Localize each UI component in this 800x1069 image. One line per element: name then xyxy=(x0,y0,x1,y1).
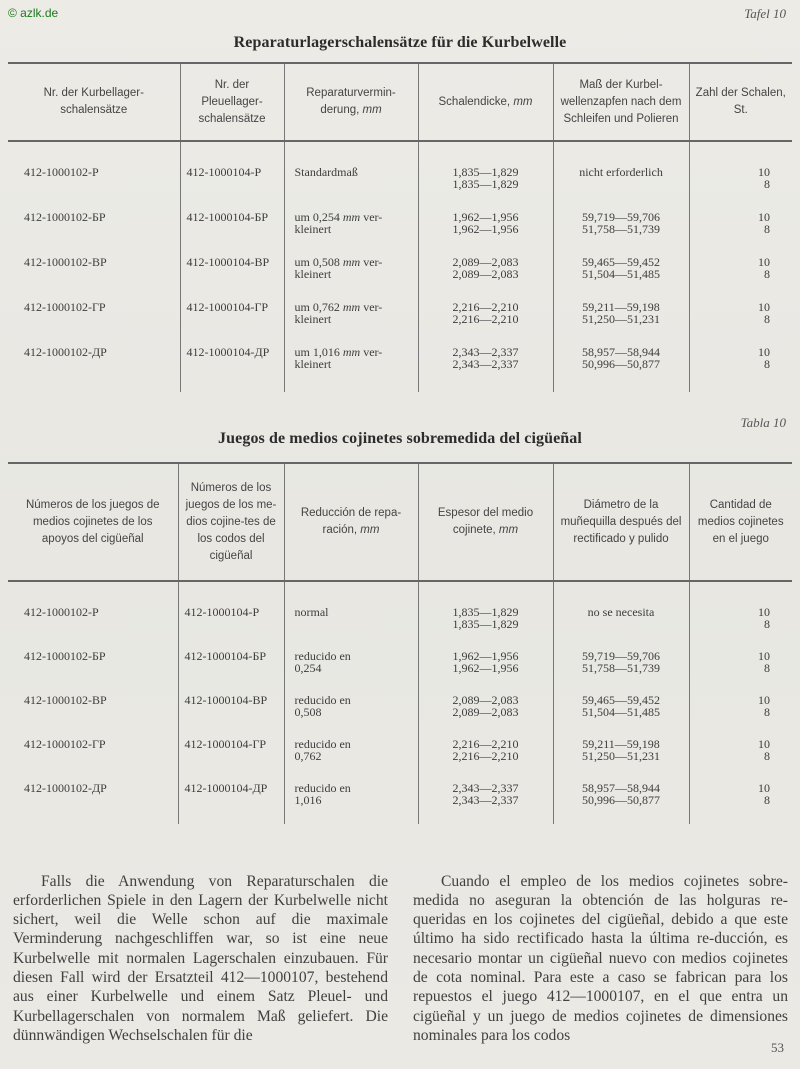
crank-set-number: 412-1000102-ГР xyxy=(8,280,180,325)
reduction-value: normal xyxy=(294,605,329,619)
thickness-cell xyxy=(418,581,553,630)
reduction-value: reducido en xyxy=(294,693,351,707)
count-value: 10 xyxy=(758,737,770,751)
count-value: 8 xyxy=(764,705,770,719)
count-cell xyxy=(689,674,792,718)
count-value: 10 xyxy=(758,165,770,179)
crank-set-number: 412-1000102-БР xyxy=(8,190,180,235)
count-value: 8 xyxy=(764,312,770,326)
table1 xyxy=(8,62,792,392)
thickness-cell xyxy=(418,630,553,674)
thickness-value: 1,962—1,956 xyxy=(452,222,519,236)
unit-mm: mm xyxy=(342,210,361,224)
count-value: 8 xyxy=(764,617,770,631)
table1-label: Tafel 10 xyxy=(744,6,786,21)
thickness-value: 1,835—1,829 xyxy=(452,177,519,191)
crank-set-number: 412-1000102-ВР xyxy=(8,235,180,280)
thickness-value: 1,962—1,956 xyxy=(452,210,519,224)
reduction-value: um 0,762 mm ver- xyxy=(294,300,383,314)
reduction-value: reducido en xyxy=(294,737,351,751)
journal-cell xyxy=(553,325,689,370)
rod-set-number: 412-1000104-ГР xyxy=(180,280,284,325)
reduction-value-line2: kleinert xyxy=(294,312,332,326)
count-value: 8 xyxy=(764,267,770,281)
rod-set-number: 412-1000104-БР xyxy=(178,630,284,674)
reduction-value-line2: kleinert xyxy=(294,267,332,281)
table1-bottom-spacer xyxy=(8,370,792,392)
thickness-cell xyxy=(418,280,553,325)
table1-body xyxy=(8,141,792,392)
table1-header-row xyxy=(8,63,792,141)
table-row xyxy=(8,141,792,190)
rod-set-number: 412-1000104-ДР xyxy=(180,325,284,370)
thickness-value: 2,089—2,083 xyxy=(452,705,519,719)
reduction-cell xyxy=(284,141,418,190)
journal-value: 59,465—59,452 xyxy=(582,693,660,707)
paragraph-german: Falls die Anwendung von Reparaturschalen die erforderlichen Spiele in den Lagern der Kurbelwelle nicht sichert, weil die Welle schon auf die maximale Verminderung nachgeschliffen war, so ist eine neue Kurbelwelle mit normalen Lagerschalen einzubauen. Für diesen Fall wird der Ersatzteil 412—1000107, bestehend aus einer Kurbelwelle und einem Satz Pleuel- und Kurbellagerschalen von normalem Maß geliefert. Die dünnwändigen Wechselschalen für die xyxy=(13,872,388,1044)
thickness-cell xyxy=(418,190,553,235)
journal-value: 51,250—51,231 xyxy=(582,749,660,763)
count-cell xyxy=(689,718,792,762)
count-cell xyxy=(689,235,792,280)
table2-header-main-bearing-sets: Números de los juegos de medios cojinetes de los apoyos del cigüeñal xyxy=(8,463,178,581)
thickness-cell xyxy=(418,325,553,370)
count-cell xyxy=(689,280,792,325)
table2-header-journal-diameter: Diámetro de la muñequilla después del rectificado y pulido xyxy=(553,463,689,581)
paragraph-spanish: Cuando el empleo de los medios cojinetes sobre-medida no aseguran la obtención de las holguras re-queridas en los cojinetes del cigüeñal, debido a que este último ha sido rectificado hasta la última re-ducción, es necesario montar un cigüeñal nuevo con medios cojinetes de cota nominal. Para este a caso se fabrican para los repuestos el juego 412—1000107, en el que entra un cigüeñal y un juego de medios cojinetes de dimensiones nominales para los codos xyxy=(413,872,788,1044)
journal-value: 59,465—59,452 xyxy=(582,255,660,269)
reduction-value: reducido en xyxy=(294,781,351,795)
count-value: 8 xyxy=(764,793,770,807)
table2-body xyxy=(8,581,792,824)
journal-value: 50,996—50,877 xyxy=(582,357,660,371)
thickness-value: 1,962—1,956 xyxy=(452,661,519,675)
unit-mm: mm xyxy=(342,300,361,314)
thickness-value: 2,089—2,083 xyxy=(452,255,519,269)
journal-value: 51,504—51,485 xyxy=(582,705,660,719)
thickness-cell xyxy=(418,674,553,718)
table1-header-reduction: Reparaturvermin-derung, mm xyxy=(284,63,418,141)
thickness-value: 2,343—2,337 xyxy=(452,357,519,371)
table1-header-crank-set: Nr. der Kurbellager-schalensätze xyxy=(8,63,180,141)
reduction-cell xyxy=(284,235,418,280)
thickness-value: 1,835—1,829 xyxy=(452,605,519,619)
reduction-cell xyxy=(284,581,418,630)
table-row xyxy=(8,581,792,630)
journal-cell xyxy=(553,674,689,718)
thickness-value: 2,216—2,210 xyxy=(452,312,519,326)
count-value: 10 xyxy=(758,255,770,269)
reduction-value: reducido en xyxy=(294,649,351,663)
table2-header-row xyxy=(8,463,792,581)
reduction-cell xyxy=(284,630,418,674)
table1-title: Reparaturlagerschalensätze für die Kurbelwelle xyxy=(233,34,567,51)
count-cell xyxy=(689,325,792,370)
count-value: 8 xyxy=(764,661,770,675)
thickness-value: 1,835—1,829 xyxy=(452,165,519,179)
table-row xyxy=(8,280,792,325)
crank-set-number: 412-1000102-ДР xyxy=(8,762,178,806)
journal-cell xyxy=(553,141,689,190)
thickness-value: 2,343—2,337 xyxy=(452,781,519,795)
reduction-value-line2: kleinert xyxy=(294,357,332,371)
thickness-value: 1,962—1,956 xyxy=(452,649,519,663)
count-cell xyxy=(689,141,792,190)
watermark: © azlk.de xyxy=(8,6,59,20)
rod-set-number: 412-1000104-Р xyxy=(180,141,284,190)
journal-value: 51,758—51,739 xyxy=(582,661,660,675)
reduction-value: um 0,508 mm ver- xyxy=(294,255,383,269)
reduction-value-line2: 1,016 xyxy=(294,793,322,807)
crank-set-number: 412-1000102-ДР xyxy=(8,325,180,370)
journal-value: 59,211—59,198 xyxy=(582,737,660,751)
table2-bottom-spacer xyxy=(8,806,792,824)
table2-header-reduction: Reducción de repa-ración, mm xyxy=(284,463,418,581)
reduction-cell xyxy=(284,718,418,762)
count-value: 10 xyxy=(758,210,770,224)
journal-value: no se necesita xyxy=(587,605,655,619)
thickness-value: 1,835—1,829 xyxy=(452,617,519,631)
count-cell xyxy=(689,630,792,674)
reduction-cell xyxy=(284,674,418,718)
journal-value: 59,719—59,706 xyxy=(582,210,660,224)
table2 xyxy=(8,462,792,824)
reduction-cell xyxy=(284,280,418,325)
count-cell xyxy=(689,190,792,235)
unit-mm: mm xyxy=(498,524,519,536)
thickness-value: 2,216—2,210 xyxy=(452,300,519,314)
thickness-cell xyxy=(418,141,553,190)
rod-set-number: 412-1000104-ВР xyxy=(178,674,284,718)
unit-mm: mm xyxy=(360,524,380,536)
unit-mm: mm xyxy=(342,255,361,269)
unit-mm: mm xyxy=(362,104,382,116)
journal-value: nicht erforderlich xyxy=(579,165,663,179)
count-value: 10 xyxy=(758,649,770,663)
count-value: 8 xyxy=(764,749,770,763)
thickness-value: 2,216—2,210 xyxy=(452,749,519,763)
table-row xyxy=(8,718,792,762)
journal-value: 58,957—58,944 xyxy=(582,781,660,795)
reduction-cell xyxy=(284,762,418,806)
thickness-value: 2,343—2,337 xyxy=(452,793,519,807)
count-cell xyxy=(689,581,792,630)
reduction-value-line2: 0,508 xyxy=(294,705,322,719)
reduction-value-line2: 0,254 xyxy=(294,661,322,675)
journal-cell xyxy=(553,190,689,235)
thickness-value: 2,343—2,337 xyxy=(452,345,519,359)
journal-cell xyxy=(553,762,689,806)
unit-mm: mm xyxy=(513,95,533,108)
journal-cell xyxy=(553,630,689,674)
table-row xyxy=(8,325,792,370)
count-value: 10 xyxy=(758,300,770,314)
table-row xyxy=(8,190,792,235)
rod-set-number: 412-1000104-ДР xyxy=(178,762,284,806)
unit-mm: mm xyxy=(342,345,361,359)
rod-set-number: 412-1000104-ГР xyxy=(178,718,284,762)
thickness-value: 2,089—2,083 xyxy=(452,267,519,281)
count-value: 8 xyxy=(764,177,770,191)
count-value: 8 xyxy=(764,357,770,371)
journal-value: 58,957—58,944 xyxy=(582,345,660,359)
table1-header-thickness: Schalendicke, mm xyxy=(418,63,553,141)
table-row xyxy=(8,235,792,280)
table-row xyxy=(8,762,792,806)
table1-header-rod-set: Nr. der Pleuellager-schalensätze xyxy=(180,63,284,141)
thickness-cell xyxy=(418,762,553,806)
journal-cell xyxy=(553,718,689,762)
table2-header-rod-bearing-sets: Números de los juegos de los me-dios cojine-tes de los codos del cigüeñal xyxy=(178,463,284,581)
table2-header-thickness: Espesor del medio cojinete, mm xyxy=(418,463,553,581)
journal-value: 51,504—51,485 xyxy=(582,267,660,281)
reduction-value-line2: 0,762 xyxy=(294,749,322,763)
reduction-cell xyxy=(284,190,418,235)
journal-cell xyxy=(553,235,689,280)
journal-cell xyxy=(553,280,689,325)
thickness-cell xyxy=(418,235,553,280)
count-value: 10 xyxy=(758,781,770,795)
count-value: 8 xyxy=(764,222,770,236)
count-cell xyxy=(689,762,792,806)
table2-title: Juegos de medios cojinetes sobremedida del cigüeñal xyxy=(218,430,582,447)
thickness-value: 2,089—2,083 xyxy=(452,693,519,707)
table2-label: Tabla 10 xyxy=(740,415,786,430)
table2-header-count: Cantidad de medios cojinetes en el juego xyxy=(689,463,792,581)
crank-set-number: 412-1000102-Р xyxy=(8,141,180,190)
count-value: 10 xyxy=(758,345,770,359)
table1-header-journal-size: Maß der Kurbel-wellenzapfen nach dem Schleifen und Polieren xyxy=(553,63,689,141)
crank-set-number: 412-1000102-БР xyxy=(8,630,178,674)
journal-cell xyxy=(553,581,689,630)
table1-header-count: Zahl der Schalen, St. xyxy=(689,63,792,141)
journal-value: 59,719—59,706 xyxy=(582,649,660,663)
reduction-value: Standardmaß xyxy=(294,165,358,179)
table-row xyxy=(8,630,792,674)
journal-value: 50,996—50,877 xyxy=(582,793,660,807)
journal-value: 51,250—51,231 xyxy=(582,312,660,326)
reduction-value: um 1,016 mm ver- xyxy=(294,345,383,359)
thickness-value: 2,216—2,210 xyxy=(452,737,519,751)
journal-value: 51,758—51,739 xyxy=(582,222,660,236)
crank-set-number: 412-1000102-ВР xyxy=(8,674,178,718)
table-row xyxy=(8,674,792,718)
count-value: 10 xyxy=(758,605,770,619)
thickness-cell xyxy=(418,718,553,762)
rod-set-number: 412-1000104-ВР xyxy=(180,235,284,280)
reduction-cell xyxy=(284,325,418,370)
reduction-value: um 0,254 mm ver- xyxy=(294,210,383,224)
rod-set-number: 412-1000104-БР xyxy=(180,190,284,235)
rod-set-number: 412-1000104-Р xyxy=(178,581,284,630)
reduction-value-line2: kleinert xyxy=(294,222,332,236)
crank-set-number: 412-1000102-Р xyxy=(8,581,178,630)
journal-value: 59,211—59,198 xyxy=(582,300,660,314)
crank-set-number: 412-1000102-ГР xyxy=(8,718,178,762)
count-value: 10 xyxy=(758,693,770,707)
page-number: 53 xyxy=(771,1040,784,1055)
